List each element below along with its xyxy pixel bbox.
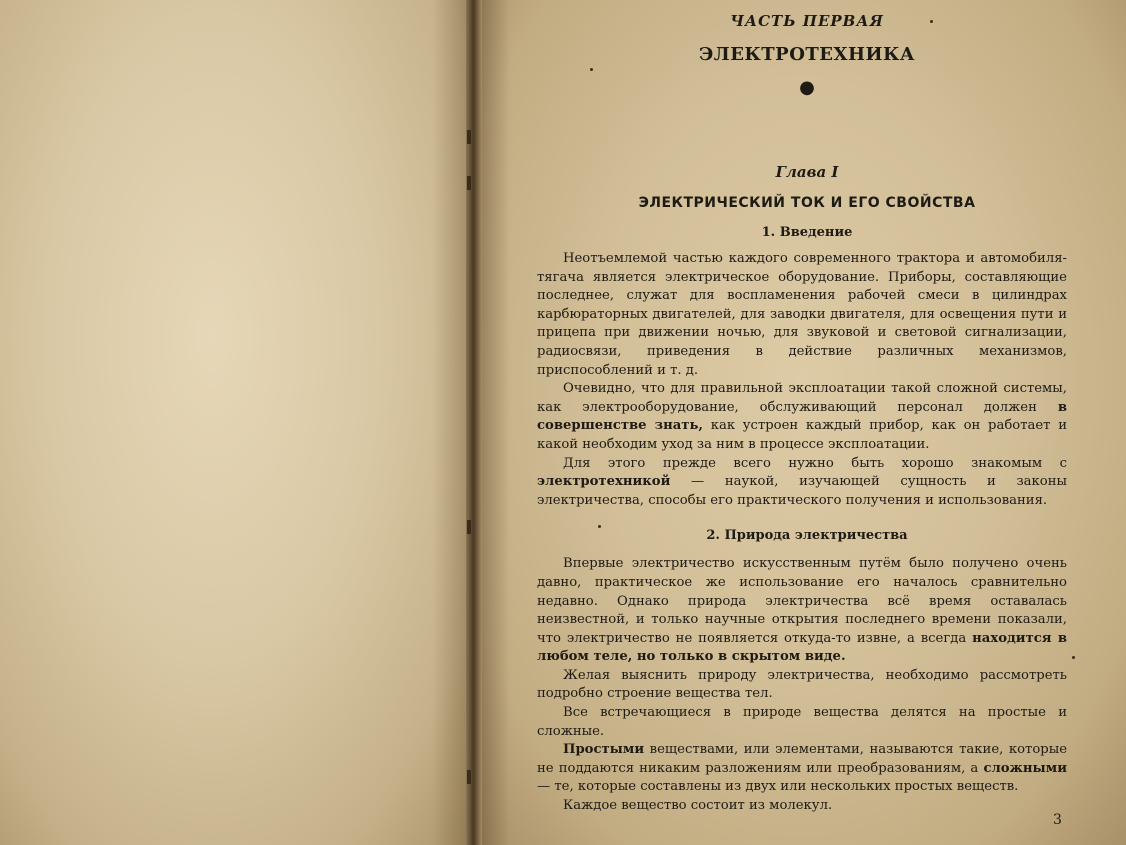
- left-page-blank: [0, 0, 472, 845]
- section-title-nature-of-electricity: 2. Природа электричества: [706, 528, 908, 544]
- text-run: — наукой, изучающей сущность и законы электричества, способы его практического получения и использования.: [537, 474, 1067, 508]
- paper-speck: [1072, 656, 1075, 659]
- text-run: веществами, или элементами, называются такие, которые не поддаются никаким разложениям или преобразованиям, а: [537, 742, 1067, 776]
- text-run: Для этого прежде всего нужно быть хорошо знакомым с: [563, 455, 1067, 471]
- bold-text: электротехникой: [537, 474, 671, 490]
- paragraph: Неотъемлемой частью каждого современного трактора и автомобиля-тягача является электрическое оборудование. Приборы, составляющие последнее, служат для воспламенения рабочей смеси в цилиндрах карбюраторных двигателей, для заводки двигателя, для освещения пути и прицепа при движении ночью, для звуковой и световой сигнализации, радиосвязи, приведения в действие различных механизмов, приспособлений и т. д.: [537, 251, 1067, 378]
- bold-text: Простыми: [563, 742, 645, 758]
- paragraph: [537, 455, 1067, 511]
- part-label: ЧАСТЬ ПЕРВАЯ: [730, 12, 884, 30]
- page-content: [537, 10, 1067, 816]
- text-run: как устроен каждый прибор, как он работает и какой необходим уход за ним в процессе эксплоатации.: [537, 418, 1067, 452]
- paragraph: Желая выяснить природу электричества, необходимо рассмотреть подробно строение вещества тел.: [537, 667, 1067, 702]
- paragraph: [537, 380, 1067, 454]
- binding-mark: [467, 520, 471, 534]
- book-title: ЭЛЕКТРОТЕХНИКА: [698, 44, 916, 65]
- bold-text: сложными: [983, 760, 1067, 776]
- bold-text: в совершенстве знать,: [537, 399, 1067, 434]
- paragraph: Каждое вещество состоит из молекул.: [563, 798, 833, 814]
- paragraph: [537, 741, 1067, 797]
- binding-mark: [467, 176, 471, 190]
- section-title-introduction: 1. Введение: [761, 225, 853, 240]
- text-run: Впервые электричество искусственным путём было получено очень давно, практическое же использование его началось сравнительно недавно. Однако природа электричества всё время оставалась неизвестной, и только научные открытия последнего времени показали, что электричество не появляется откуда-то извне, а всегда: [537, 556, 1067, 646]
- binding-mark: [467, 130, 471, 144]
- bold-text: находится в любом теле, но только в скрытом виде.: [537, 630, 1067, 665]
- text-run: Очевидно, что для правильной эксплоатации такой сложной системы, как электрооборудование, обслуживающий персонал должен: [537, 381, 1067, 415]
- text-run: — те, которые составлены из двух или нескольких простых веществ.: [537, 779, 1019, 795]
- book-gutter: [466, 0, 482, 845]
- chapter-label: Глава I: [775, 163, 839, 181]
- binding-mark: [467, 770, 471, 784]
- paragraph: Все встречающиеся в природе вещества делятся на простые и сложные.: [537, 705, 1067, 739]
- chapter-title: ЭЛЕКТРИЧЕСКИЙ ТОК И ЕГО СВОЙСТВА: [638, 195, 976, 211]
- section-body: [537, 555, 1067, 815]
- paragraph: [537, 555, 1067, 667]
- ornament-dot: ●: [799, 77, 815, 98]
- page-number: 3: [1053, 812, 1062, 828]
